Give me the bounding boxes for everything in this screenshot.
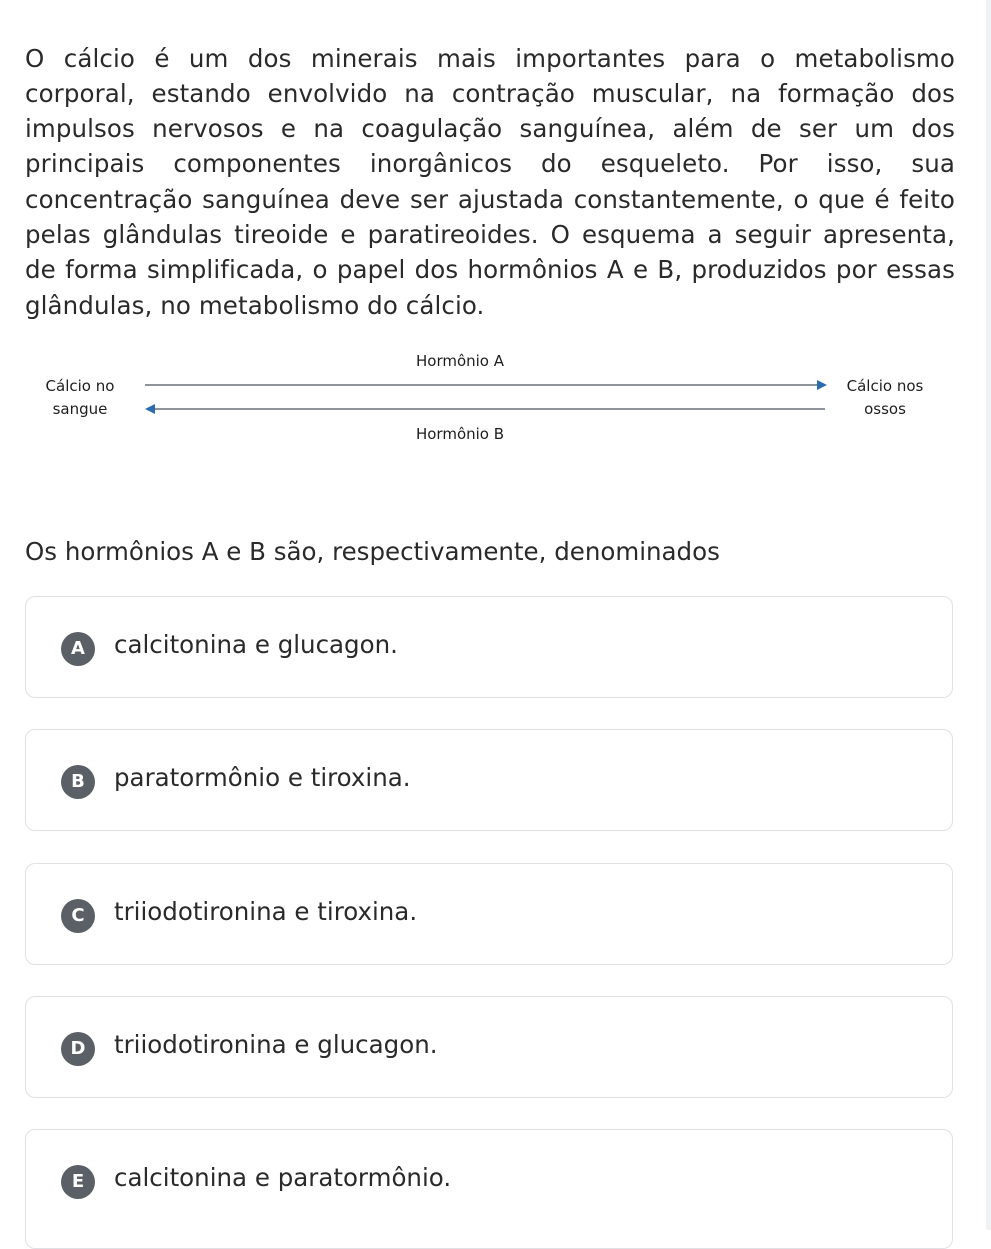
option-letter-badge: B [61, 765, 95, 799]
question-passage: O cálcio é um dos minerais mais importantes para o metabolismo corporal, estando envolvido na contração muscular, na formação dos impulsos nervosos e na coagulação sanguínea, além de ser um dos principais componentes inorgânicos do esqueleto. Por isso, sua concentração sanguínea deve ser ajustada constantemente, o que é feito pelas glândulas tireoide e paratireoides. O esquema a seguir apresenta, de forma simplificada, o papel dos hormônios A e B, produzidos por essas glândulas, no metabolismo do cálcio. [25, 43, 955, 320]
diagram-right-label-line2: ossos [864, 400, 906, 418]
option-text: calcitonina e paratormônio. [114, 1163, 452, 1192]
option-text: calcitonina e glucagon. [114, 630, 398, 659]
option-text: triiodotironina e tiroxina. [114, 897, 418, 926]
option-letter-badge: A [61, 632, 95, 666]
question-stem: Os hormônios A e B são, respectivamente, denominados [25, 537, 720, 566]
option-letter-badge: E [61, 1165, 95, 1199]
option-c[interactable] [25, 863, 953, 965]
option-letter-badge: C [61, 899, 95, 933]
diagram-left-label-line1: Cálcio no [45, 377, 115, 395]
option-d[interactable] [25, 996, 953, 1098]
option-e[interactable] [25, 1129, 953, 1249]
diagram-bottom-label: Hormônio B [415, 425, 505, 443]
calcium-diagram [25, 340, 955, 450]
page-right-border [986, 0, 991, 1230]
option-a[interactable] [25, 596, 953, 698]
option-text: paratormônio e tiroxina. [114, 763, 411, 792]
option-text: triiodotironina e glucagon. [114, 1030, 438, 1059]
diagram-right-label-line1: Cálcio nos [846, 377, 924, 395]
diagram-left-label-line2: sangue [52, 400, 108, 418]
arrow-head-right-icon [817, 380, 827, 390]
option-letter-badge: D [61, 1032, 95, 1066]
diagram-top-label: Hormônio A [415, 352, 505, 370]
option-b[interactable] [25, 729, 953, 831]
arrow-head-left-icon [145, 404, 155, 414]
